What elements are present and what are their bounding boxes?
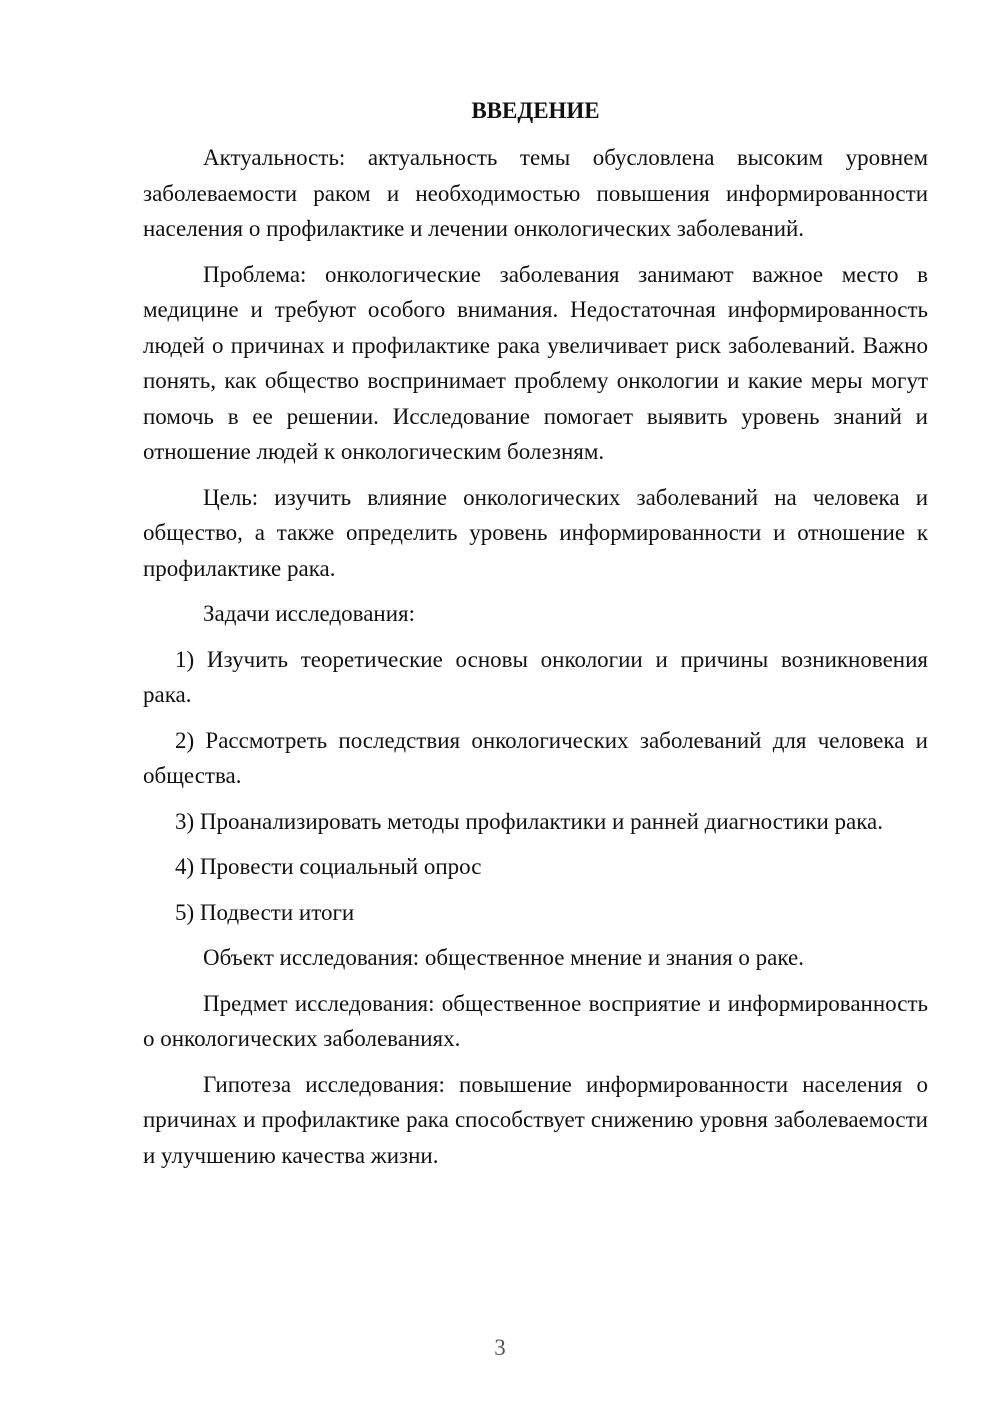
- section-title: ВВЕДЕНИЕ: [471, 98, 600, 123]
- task-item-1: 1) Изучить теоретические основы онкологии и причины возникновения рака.: [143, 646, 928, 707]
- page-number: 3: [494, 1335, 506, 1360]
- task-item-2: 2) Рассмотреть последствия онкологических заболеваний для человека и общества.: [143, 727, 928, 788]
- tasks-heading: Задачи исследования:: [203, 601, 416, 626]
- task-item-3: 3) Проанализировать методы профилактики и ранней диагностики рака.: [175, 808, 883, 834]
- object-paragraph: Объект исследования: общественное мнение и знания о раке.: [203, 945, 804, 970]
- relevance-paragraph: Актуальность: актуальность темы обусловлена высоким уровнем заболеваемости раком и необходимостью повышения информированности населения о профилактике и лечении онкологических заболеваний.: [143, 145, 928, 241]
- hypothesis-paragraph: Гипотеза исследования: повышение информированности населения о причинах и профилактике рака способствует снижению уровня заболеваемости и улучшению качества жизни.: [143, 1071, 928, 1168]
- task-item-5: 5) Подвести итоги: [175, 899, 355, 925]
- page-content: [143, 93, 928, 1183]
- subject-paragraph: Предмет исследования: общественное восприятие и информированность о онкологических заболеваниях.: [143, 990, 928, 1051]
- task-item-4: 4) Провести социальный опрос: [175, 854, 482, 879]
- problem-paragraph: Проблема: онкологические заболевания занимают важное место в медицине и требуют особого внимания. Недостаточная информированность людей о причинах и профилактике рака увеличивает риск заболеваний. Важно понять, как общество воспринимает проблему онкологии и какие меры могут помочь в ее решении. Исследование помогает выявить уровень знаний и отношение людей к онкологическим болезням.: [143, 261, 928, 464]
- goal-paragraph: Цель: изучить влияние онкологических заболеваний на человека и общество, а также определить уровень информированности и отношение к профилактике рака.: [143, 484, 928, 581]
